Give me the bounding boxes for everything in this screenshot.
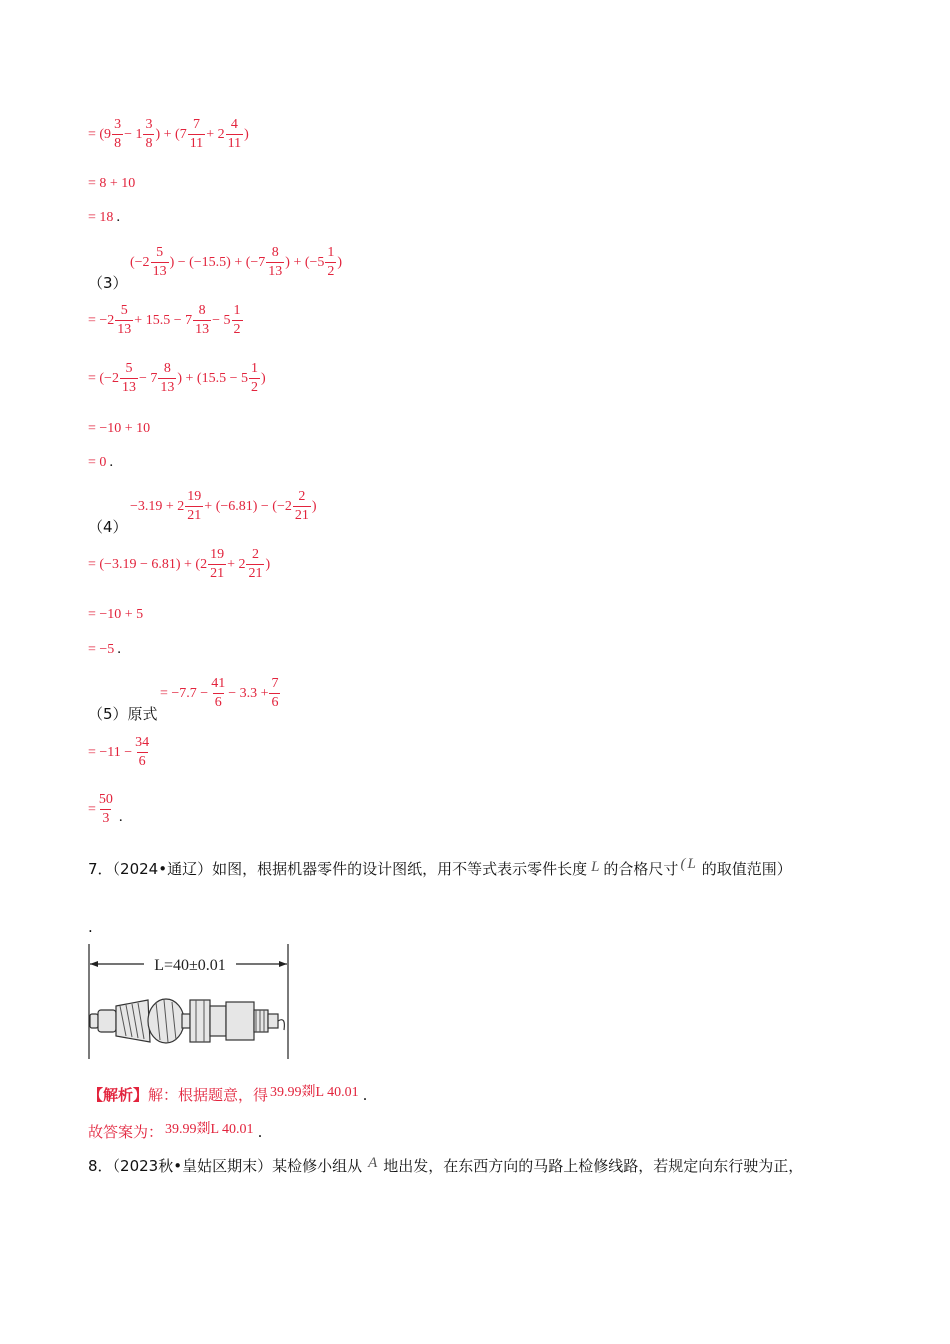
fraction [115,304,133,337]
fraction [266,246,284,279]
expr-text: = (−3.19 − 6.81) + (2 [88,556,208,572]
question-text: 的取值范围） [701,860,792,878]
analysis-tag: 【解析】 [88,1086,149,1104]
numerator: 8 [271,245,279,260]
solution-line-3 [88,209,120,226]
solution-line-5 [88,304,244,337]
expr-text: = (9 [88,126,112,142]
expr-text: ) + (−5 [285,254,325,270]
denominator: 13 [195,322,210,337]
numerator: 34 [135,735,150,750]
solution-line-1 [88,118,249,151]
expr-text: = (−2 [88,370,119,386]
question-text: 地出发，在东西方向的马路上检修线路，若规定向东行驶为正， [383,1157,804,1175]
numerator: 2 [251,547,259,562]
question-number: 8． [88,1157,113,1175]
part-figure [86,944,292,1064]
expr-text: ) [265,556,271,572]
question-8 [88,1155,803,1176]
fraction [143,118,154,151]
denominator: 21 [187,508,202,523]
denominator: 2 [233,322,241,337]
denominator: 3 [102,811,110,826]
numerator: 8 [198,303,206,318]
denominator: 6 [271,695,279,710]
fraction [226,118,243,151]
denominator: 13 [160,380,175,395]
numerator: 5 [156,245,164,260]
denominator: 6 [138,754,146,769]
solution-line-2 [88,176,135,192]
solution-line-9 [130,490,317,523]
solution-line-4 [130,246,342,279]
numerator: 2 [298,489,306,504]
question-number: 7． [88,860,113,878]
solution-line-8 [88,454,113,471]
part-label: （5）原式 [88,705,158,723]
part-4-label [88,516,128,537]
question-7-end [88,918,93,936]
expr-text: = −10 + 10 [88,421,151,436]
expr-text: + 15.5 − 7 [134,312,193,328]
fraction [188,118,205,151]
part-label: （4） [88,518,128,536]
numerator: 4 [230,117,238,132]
numerator: 1 [233,303,241,318]
expr-text: ) [311,498,317,514]
fraction [325,246,336,279]
expr-text: − 5 [212,312,231,328]
solution-line-6 [88,362,266,395]
expr-text: ) [337,254,343,270]
denominator: 2 [327,264,335,279]
expr-text: = −7.7 − [160,685,209,701]
period: . [257,1123,263,1141]
expr-text: = −10 + 5 [88,607,144,622]
expr-text: ) [260,370,266,386]
numerator: 8 [163,361,171,376]
fraction [133,736,151,769]
inequality-expr: 39.99剟L 40.01 [270,1085,359,1100]
numerator: 7 [192,117,200,132]
denominator: 11 [227,136,242,151]
denominator: 2 [250,380,258,395]
expr-text: = 8 + 10 [88,176,136,191]
expr-text: ) − (−15.5) + (−7 [169,254,266,270]
numerator: 3 [145,117,153,132]
expr-text: ) [244,126,249,142]
question-7 [88,858,792,879]
solution-line-11 [88,607,143,623]
part-5-label [88,703,158,724]
expr-text: = −5 [88,641,115,657]
numerator: 5 [120,303,128,318]
expr-text: + 2 [227,556,246,572]
expr-text: = −2 [88,312,115,328]
numerator: 41 [211,676,226,691]
period: . [362,1086,368,1104]
question-text: （2023秋•皇姑区期末）某检修小组从 [112,1157,363,1175]
fraction [158,362,176,395]
solution-line-13 [160,677,281,710]
numerator: 50 [98,792,113,807]
numerator: 1 [250,361,258,376]
numerator: 1 [327,245,335,260]
fraction [293,490,311,523]
spark-plug-drawing [86,944,292,1064]
solution-line-14 [88,736,152,769]
expr-text: −3.19 + 2 [130,498,185,514]
answer-prefix: 故答案为： [88,1123,164,1141]
analysis-line [88,1084,367,1105]
denominator: 13 [121,380,136,395]
numerator: 19 [210,547,225,562]
expr-text: ) + (7 [155,126,187,142]
expr-text: = −11 − [88,744,133,760]
dimension-label: L=40±0.01 [154,957,226,974]
expr-text: = 18 [88,209,114,225]
expr-text: + (−6.81) − (−2 [204,498,292,514]
part-label: （3） [88,274,128,292]
fraction [208,548,226,581]
expr-text: − 7 [138,370,158,386]
part-3-label [88,272,128,293]
fraction [269,677,280,710]
fraction [209,677,227,710]
period: . [117,641,122,657]
expr-text: ) + (15.5 − 5 [177,370,248,386]
denominator: 13 [152,264,167,279]
fraction [246,548,264,581]
period: . [109,454,114,470]
solution-line-15 [88,793,123,826]
denominator: 21 [248,566,263,581]
denominator: 21 [210,566,225,581]
question-text: （2024•通辽）如图，根据机器零件的设计图纸，用不等式表示零件长度 [112,860,588,878]
answer-line [88,1121,262,1142]
solution-line-7 [88,421,150,437]
solution-line-12 [88,641,121,658]
fraction [97,793,115,826]
numerator: 19 [187,489,202,504]
expr-text: (−2 [130,254,150,270]
expr-text: − 3.3 + [228,685,269,701]
period: . [118,809,123,825]
denominator: 8 [114,136,122,151]
numerator: 7 [271,676,279,691]
paren-open: ( [680,856,686,872]
denominator: 11 [189,136,204,151]
fraction [112,118,123,151]
solution-line-10 [88,548,270,581]
fraction [249,362,260,395]
fraction [185,490,203,523]
expr-text: = [88,801,96,817]
expr-text: + 2 [206,126,225,142]
expr-text: − 1 [124,126,143,142]
expr-text: = 0 [88,454,107,470]
denominator: 13 [268,264,283,279]
variable-L: L [591,859,600,875]
numerator: 3 [114,117,122,132]
variable-A: A [368,1155,378,1171]
question-text: 的合格尺寸 [603,860,679,878]
fraction [120,362,138,395]
variable-L: L [687,856,696,872]
fraction [151,246,169,279]
denominator: 8 [145,136,153,151]
fraction [193,304,211,337]
denominator: 21 [294,508,309,523]
period: . [116,209,121,225]
numerator: 5 [125,361,133,376]
fraction [232,304,243,337]
denominator: 13 [117,322,132,337]
inequality-expr: 39.99剟L 40.01 [165,1122,254,1137]
period: . [88,918,93,936]
analysis-text: 解：根据题意，得 [148,1086,269,1104]
denominator: 6 [214,695,222,710]
